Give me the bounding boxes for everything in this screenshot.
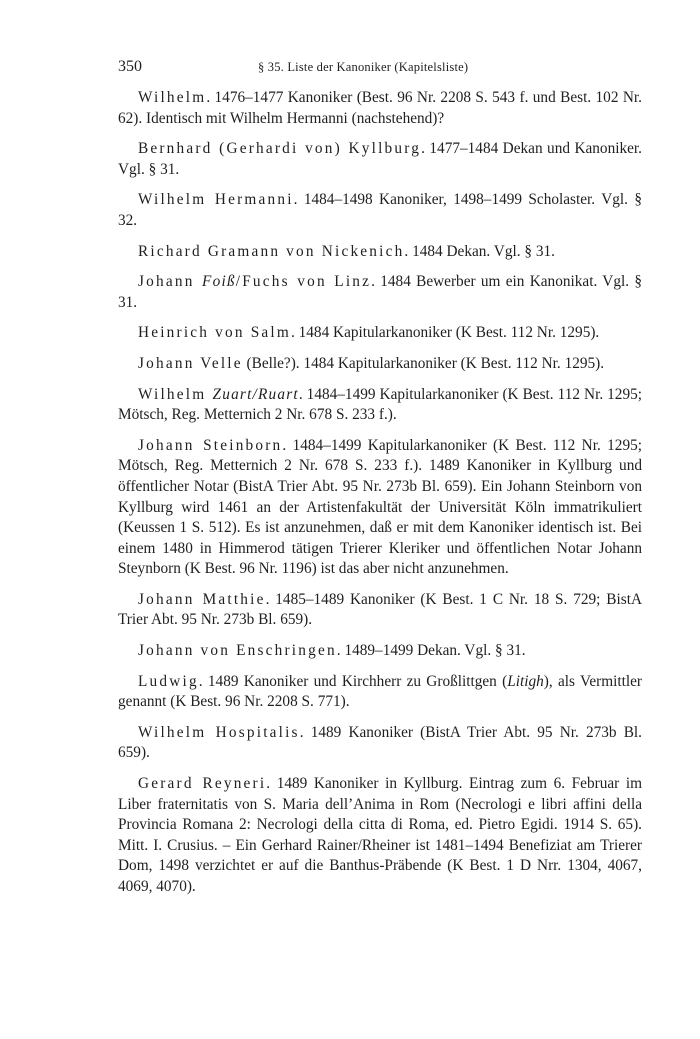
entry-text: . 1484–1498 Kanoniker, 1498–1499 Scholaster. Vgl. § 32. xyxy=(118,191,642,229)
entry-text: . 1484 Bewerber um ein Kanonikat. Vgl. § 31. xyxy=(118,273,643,311)
entry-text: . 1484 Kapitularkanoniker (K Best. 112 Nr. 1295). xyxy=(290,324,600,342)
entry-name-post: /Fuchs von Linz xyxy=(235,273,372,291)
entry-name-pre: Wilhelm xyxy=(138,385,213,403)
entry-text-italic: Litigh xyxy=(507,672,544,690)
entry-name: Heinrich von Salm xyxy=(138,324,291,342)
entry-johann-steinborn xyxy=(118,436,642,580)
entry-name: Johann Steinborn xyxy=(138,436,283,454)
page-header xyxy=(118,58,642,80)
entry-text: . 1484–1499 Kapitularkanoniker (K Best. 112 Nr. 1295; Mötsch, Reg. Metternich 2 Nr. 678 S. 233 f.). 1489 Kanoniker in Kyllburg und öffentlicher Notar (BistA Trier Abt. 95 Nr. 273b Bl. 659). Ein Johann Steinborn von Kyllburg wird 1461 an der Artistenfakultät der Universität Köln immatrikuliert (Keussen 1 S. 512). Es ist anzunehmen, daß er mit dem Kanoniker identisch ist. Bei einem 1480 in Himmerod tätigen Trierer Kleriker und öffentlichen Notar Johann Steynborn (K Best. 96 Nr. 1196) ist das aber nicht anzunehmen. xyxy=(118,436,642,578)
entry-name: Johann von Enschringen xyxy=(138,642,337,660)
entry-text: . 1485–1489 Kanoniker (K Best. 1 C Nr. 18 S. 729; BistA Trier Abt. 95 Nr. 273b Bl. 659). xyxy=(118,590,643,629)
entry-name-italic: Zuart/Ruart xyxy=(212,385,299,403)
entry-johann-fuchs xyxy=(118,272,642,313)
entry-wilhelm-hospitalis xyxy=(118,723,642,764)
running-head: § 35. Liste der Kanoniker (Kapitelsliste) xyxy=(258,60,469,74)
entry-wilhelm-zuart xyxy=(118,385,642,426)
entry-text-post: ), als Vermittler genannt (K Best. 96 Nr. 2208 S. 771). xyxy=(118,672,642,711)
entry-name-pre: Johann xyxy=(138,273,203,291)
entry-text: . 1489 Kanoniker (BistA Trier Abt. 95 Nr. 273b Bl. 659). xyxy=(118,723,643,762)
entry-name: Ludwig xyxy=(138,672,199,690)
entry-gerard-reyneri xyxy=(118,774,642,898)
entry-name: Bernhard (Gerhardi von) Kyllburg xyxy=(138,140,422,158)
document-page xyxy=(118,58,642,908)
entry-name xyxy=(138,386,299,403)
entry-name: Wilhelm xyxy=(138,89,207,106)
entry-johann-enschringen xyxy=(118,641,642,662)
entry-name-italic: Foiß xyxy=(202,273,236,291)
entry-bernhard-kyllburg xyxy=(118,139,642,180)
entry-wilhelm xyxy=(118,88,642,129)
entry-johann-velle xyxy=(118,354,642,375)
entry-heinrich-salm xyxy=(118,323,642,344)
entry-name: Johann Velle xyxy=(138,354,243,372)
entry-text: . 1476–1477 Kanoniker (Best. 96 Nr. 2208 S. 543 f. und Best. 102 Nr. 62). Identisch mit Wilhelm Hermanni (nachstehend)? xyxy=(118,89,642,127)
entry-text: . 1489 Kanoniker in Kyllburg. Eintrag zum 6. Februar im Liber fraternitatis von S. Maria dell’Anima in Rom (Necrologi e libri affini della Provincia Romana 2: Necrologi della citta di Roma, ed. Pietro Egidi. 1914 S. 65). Mitt. I. Crusius. – Ein Gerhard Rainer/Rheiner ist 1481–1494 Benefiziat am Trierer Dom, 1498 verzichtet er auf die Banthus-Präbende (K Best. 1 D Nrr. 1304, 4067, 4069, 4070). xyxy=(118,775,642,895)
entry-text-pre: . 1489 Kanoniker und Kirchherr zu Großlittgen ( xyxy=(198,672,508,690)
entry-johann-matthie xyxy=(118,590,642,631)
entry-text: . 1489–1499 Dekan. Vgl. § 31. xyxy=(336,642,526,660)
entry-text: . 1484–1499 Kapitularkanoniker (K Best. 112 Nr. 1295; Mötsch, Reg. Metternich 2 Nr. 678 S. 233 f.). xyxy=(118,385,642,424)
entry-text: (Belle?). 1484 Kapitularkanoniker (K Best. 112 Nr. 1295). xyxy=(242,354,605,372)
entry-name: Wilhelm Hermanni xyxy=(138,191,294,209)
entry-name: Johann Matthie xyxy=(138,590,266,608)
entry-wilhelm-hermanni xyxy=(118,190,642,231)
entry-name xyxy=(138,273,371,290)
entry-text: . 1477–1484 Dekan und Kanoniker. Vgl. § 31. xyxy=(118,140,642,178)
entry-richard-gramann xyxy=(118,242,642,263)
page-number: 350 xyxy=(118,58,142,75)
entry-name: Gerard Reyneri xyxy=(138,775,267,793)
entry-text: . 1484 Dekan. Vgl. § 31. xyxy=(404,242,555,260)
entry-ludwig xyxy=(118,672,642,713)
entry-name: Richard Gramann von Nickenich xyxy=(138,242,405,260)
entry-name: Wilhelm Hospitalis xyxy=(138,723,300,741)
